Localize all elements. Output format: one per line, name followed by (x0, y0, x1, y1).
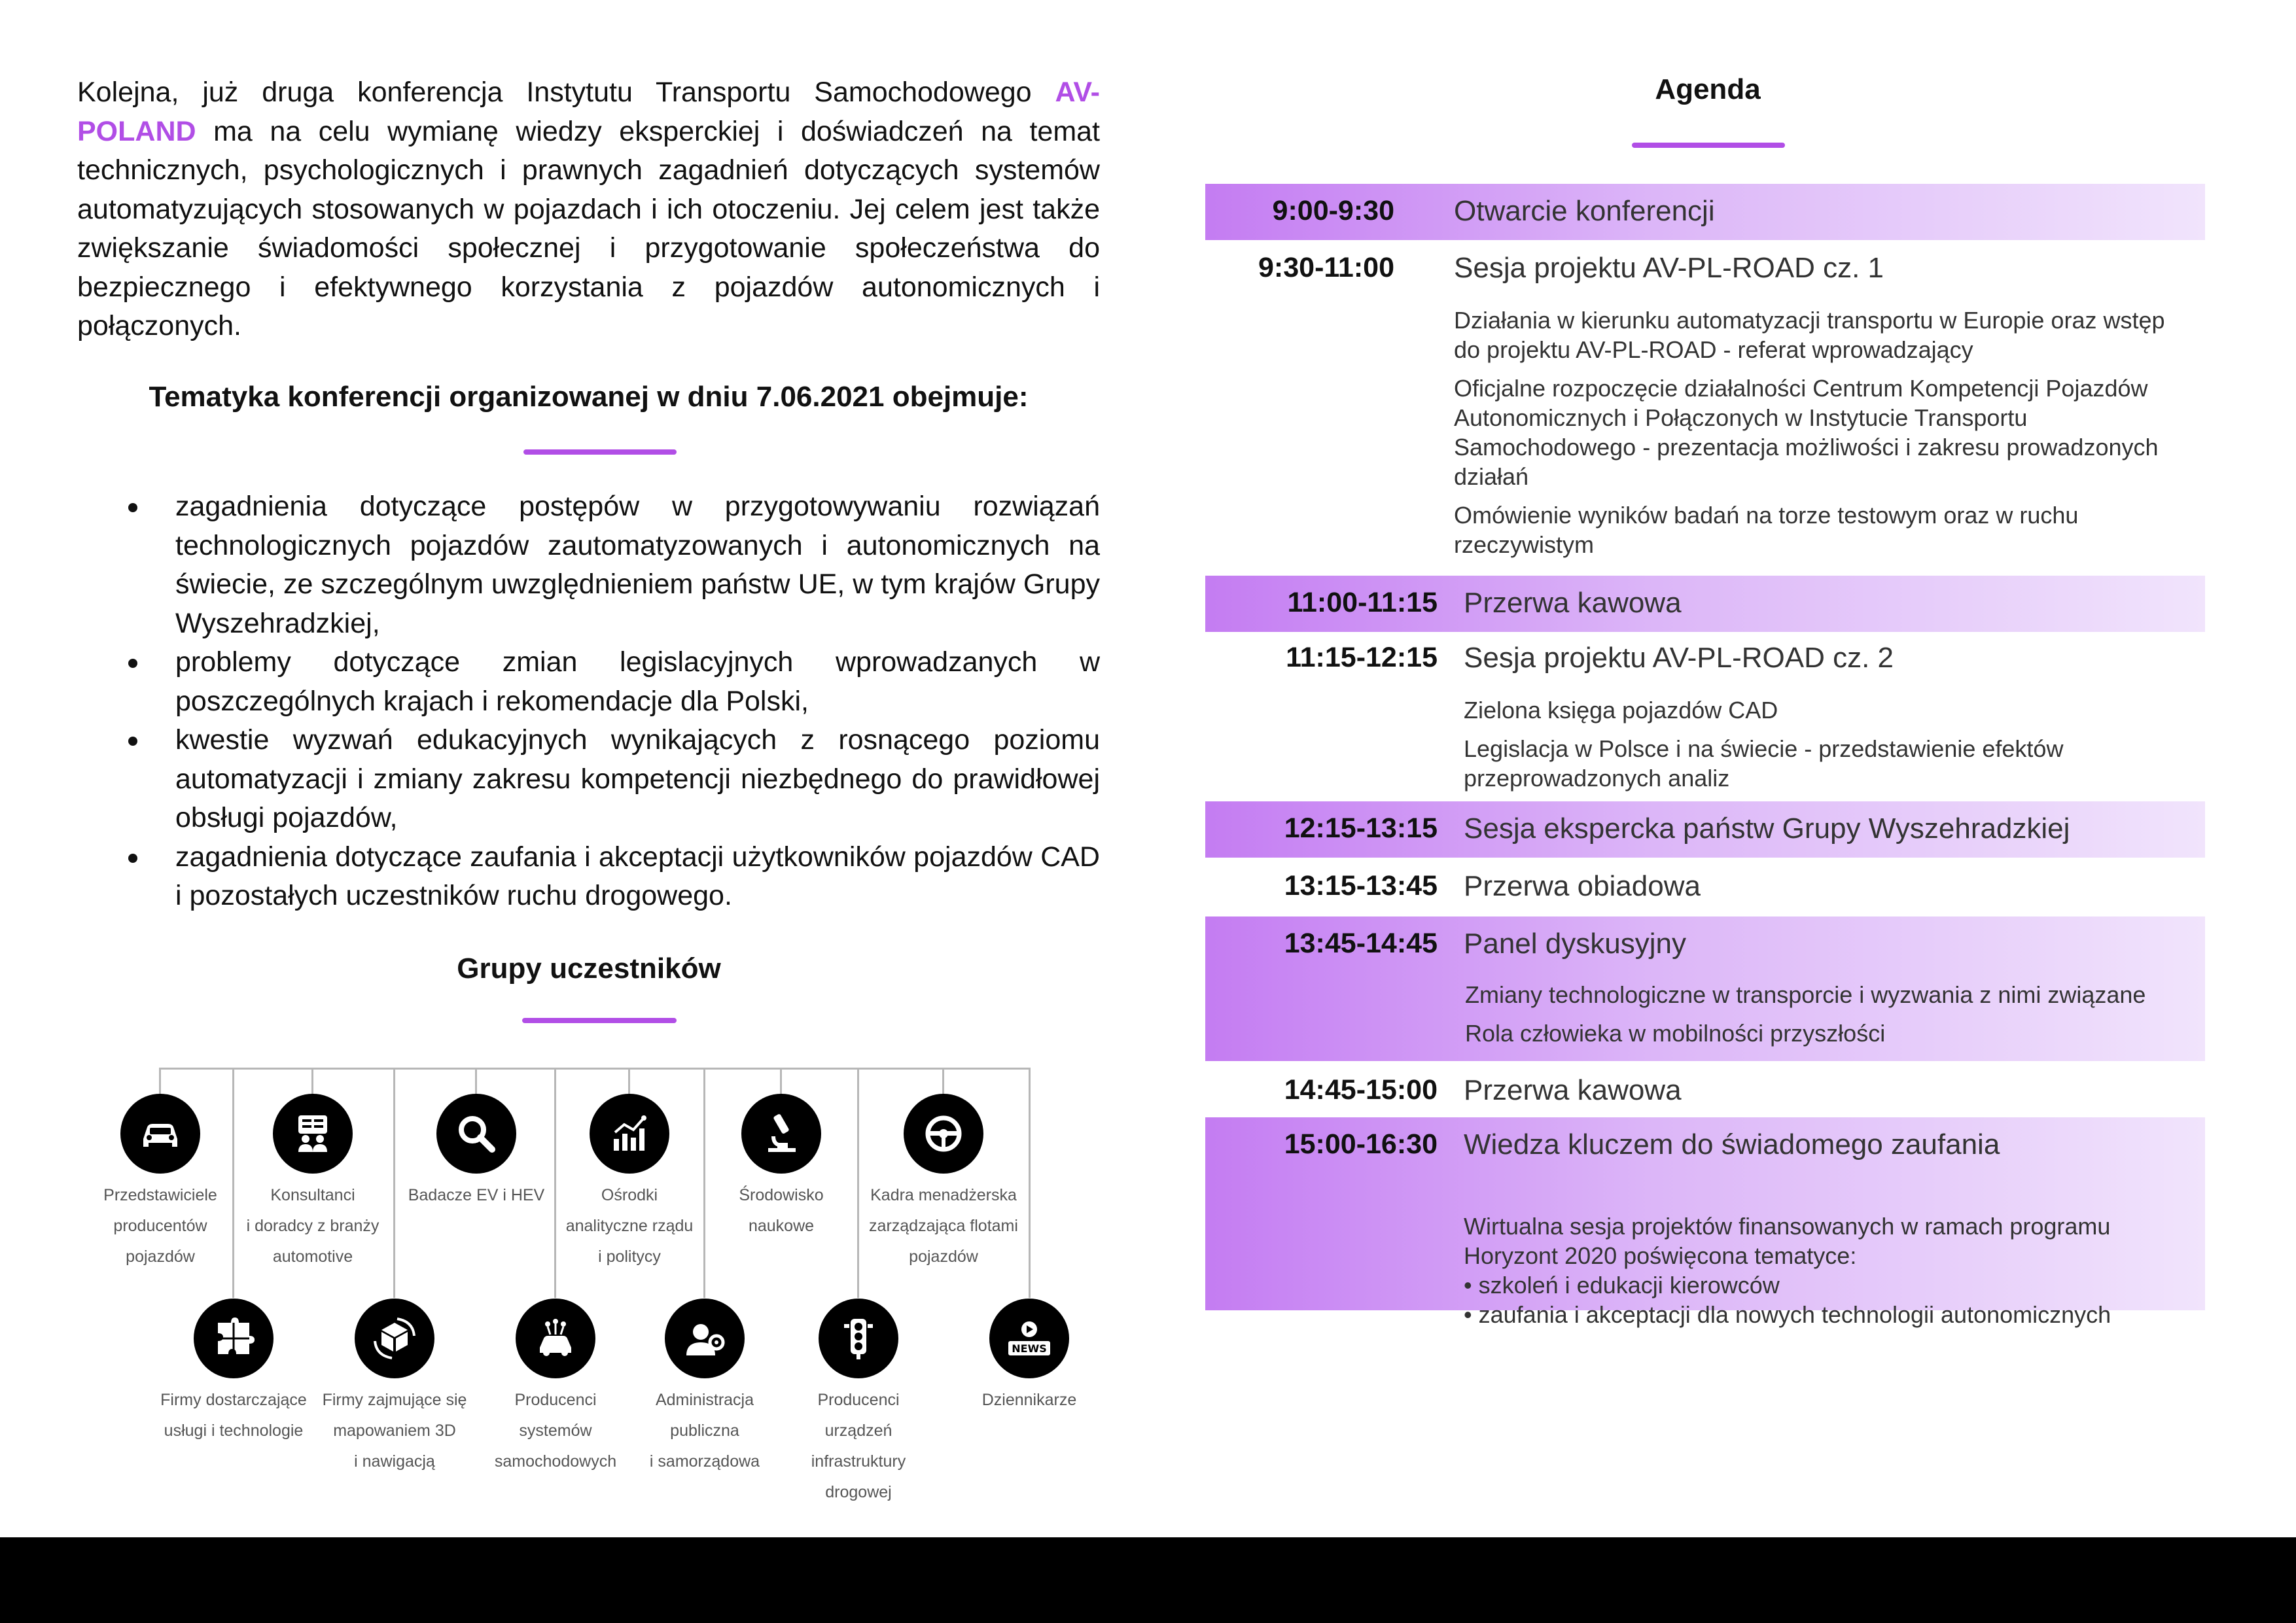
agenda-desc-line: Wirtualna sesja projektów finansowanych w ramach programu Horyzont 2020 poświęcona tematyce: • szkoleń i edukacji kierowców • zaufania i akceptacji dla nowych technologii autonomicznych (1464, 1213, 2111, 1328)
group-label: Producenci urządzeń infrastruktury drogowej (811, 1391, 906, 1501)
group-label: Administracja publiczna i samorządowa (649, 1391, 760, 1471)
group-service-tech-companies (158, 1299, 309, 1446)
group-label: Kadra menadżerska zarządzająca flotami pojazdów (869, 1186, 1018, 1266)
consultants-icon (273, 1094, 353, 1174)
news-icon (989, 1299, 1069, 1378)
group-label: Ośrodki analityczne rządu i politycy (565, 1186, 694, 1266)
agenda-desc-line: Legislacja w Polsce i na świecie - przedstawienie efektów przeprowadzonych analiz (1464, 735, 2064, 792)
intro-before: Kolejna, już druga konferencja Instytutu Transportu Samochodowego (77, 77, 1055, 108)
diagram-connector (1029, 1068, 1031, 1298)
group-label: Przedstawiciele producentów pojazdów (103, 1186, 217, 1266)
agenda-desc-line: Omówienie wyników badań na torze testowym oraz w ruchu rzeczywistym (1454, 502, 2079, 558)
group-label: Dziennikarze (981, 1391, 1077, 1409)
group-automotive-systems (480, 1299, 631, 1477)
agenda-time: 12:15-13:15 (1284, 812, 1438, 844)
participant-groups-diagram (98, 1066, 1080, 1501)
agenda-title: Sesja projektu AV-PL-ROAD cz. 2 (1464, 642, 1894, 674)
group-scientific-community (706, 1094, 857, 1242)
microscope-icon (741, 1094, 821, 1174)
agenda-heading: Agenda (1655, 73, 1761, 105)
group-label: Badacze EV i HEV (408, 1186, 545, 1204)
agenda-time: 14:45-15:00 (1284, 1074, 1438, 1106)
group-vehicle-manufacturers (85, 1094, 236, 1272)
agenda-title: Panel dyskusyjny (1464, 928, 1686, 960)
agenda-time: 9:00-9:30 (1272, 195, 1394, 226)
agenda-desc-line: Zielona księga pojazdów CAD (1464, 697, 1778, 724)
groups-heading: Grupy uczestników (457, 952, 721, 985)
agenda-desc-line: Działania w kierunku automatyzacji transportu w Europie oraz wstęp do projektu AV-PL-ROAD - referat wprowadzający (1454, 307, 2165, 363)
diagram-connector (475, 1068, 477, 1094)
traffic-light-icon (819, 1299, 898, 1378)
group-label: Firmy zajmujące się mapowaniem 3D i nawigacją (322, 1391, 467, 1471)
group-public-administration (629, 1299, 780, 1477)
groups-heading-underline (522, 1018, 677, 1023)
diagram-connector (857, 1068, 859, 1298)
analytics-chart-icon (590, 1094, 669, 1174)
agenda-description (1454, 305, 2193, 568)
puzzle-icon (194, 1299, 274, 1378)
av-poland-highlight: AV-POLAND (77, 77, 1100, 147)
group-label: Producenci systemów samochodowych (494, 1391, 617, 1471)
3d-cube-icon (355, 1299, 434, 1378)
svg-text:NEWS: NEWS (1012, 1342, 1047, 1355)
group-government-analysts (554, 1094, 705, 1272)
agenda-description (1465, 980, 2191, 1057)
agenda-time: 9:30-11:00 (1258, 252, 1394, 283)
diagram-top-line (159, 1068, 1029, 1070)
intro-paragraph (77, 73, 1100, 346)
group-ev-hev-researchers (401, 1094, 552, 1211)
agenda-time: 11:00-11:15 (1287, 587, 1438, 618)
diagram-connector (780, 1068, 782, 1094)
agenda-time: 13:15-13:45 (1284, 870, 1438, 901)
agenda-desc-line: Oficjalne rozpoczęcie działalności Centrum Kompetencji Pojazdów Autonomicznych i Połączonych w Instytucie Transportu Samochodowego - prezentacja możliwości i zakresu prowadzonych działań (1454, 375, 2159, 490)
agenda-title: Przerwa kawowa (1464, 587, 1682, 619)
agenda-title: Sesja ekspercka państw Grupy Wyszehradzkiej (1464, 812, 2070, 845)
group-label: Firmy dostarczające usługi i technologie (160, 1391, 307, 1440)
agenda-time: 15:00-16:30 (1284, 1128, 1438, 1160)
magnifier-icon (436, 1094, 516, 1174)
agenda-title: Przerwa obiadowa (1464, 870, 1701, 902)
agenda-description (1464, 695, 2203, 802)
bottom-black-bar (0, 1537, 2296, 1623)
group-road-infrastructure (783, 1299, 934, 1508)
topic-item: kwestie wyzwań edukacyjnych wynikających z rosnącego poziomu automatyzacji i zmiany zakresu kompetencji niezbędnego do prawidłowej obsługi pojazdów, (98, 721, 1100, 838)
connected-car-icon (516, 1299, 595, 1378)
group-consultants (238, 1094, 388, 1272)
group-3d-mapping-companies (319, 1299, 470, 1477)
diagram-connector (311, 1068, 313, 1094)
topic-item: zagadnienia dotyczące zaufania i akceptacji użytkowników pojazdów CAD i pozostałych uczestników ruchu drogowego. (98, 838, 1100, 916)
admin-gears-icon (665, 1299, 745, 1378)
agenda-heading-underline (1632, 143, 1785, 148)
topic-item: zagadnienia dotyczące postępów w przygotowywaniu rozwiązań technologicznych pojazdów zautomatyzowanych i autonomicznych na świecie, ze szczególnym uwzględnieniem państw UE, w tym krajów Grupy Wyszehradzkiej, (98, 487, 1100, 643)
agenda-desc-line: Rola człowieka w mobilności przyszłości (1465, 1020, 1886, 1047)
diagram-connector (393, 1068, 395, 1298)
agenda-title: Otwarcie konferencji (1454, 195, 1715, 227)
diagram-connector (628, 1068, 630, 1094)
agenda-title: Przerwa kawowa (1464, 1074, 1682, 1106)
steering-wheel-icon (904, 1094, 983, 1174)
agenda-time: 11:15-12:15 (1286, 642, 1438, 673)
group-fleet-managers (868, 1094, 1019, 1272)
group-label: Konsultanci i doradcy z branży automotive (246, 1186, 380, 1266)
agenda-desc-line: Zmiany technologiczne w transporcie i wyzwania z nimi związane (1465, 981, 2146, 1008)
group-journalists (954, 1299, 1104, 1416)
agenda-time: 13:45-14:45 (1284, 928, 1438, 959)
agenda-title: Wiedza kluczem do świadomego zaufania (1464, 1128, 2000, 1161)
diagram-connector (942, 1068, 944, 1094)
topics-heading-underline (523, 449, 677, 455)
topic-item: problemy dotyczące zmian legislacyjnych wprowadzanych w poszczególnych krajach i rekomendacje dla Polski, (98, 643, 1100, 721)
agenda-title: Sesja projektu AV-PL-ROAD cz. 1 (1454, 252, 1884, 284)
topics-list (98, 487, 1100, 916)
group-label: Środowisko naukowe (739, 1186, 824, 1235)
diagram-connector (159, 1068, 161, 1094)
intro-after: ma na celu wymianę wiedzy eksperckiej i doświadczeń na temat technicznych, psychologicznych i prawnych zagadnień dotyczących systemów automatyzujących stosowanych w pojazdach i ich otoczeniu. Jej celem jest także zwiększanie świadomości społecznej i przygotowanie społeczeństwa do bezpiecznego i efektywnego korzystania z pojazdów autonomicznych i połączonych. (77, 115, 1100, 341)
topics-heading: Tematyka konferencji organizowanej w dniu 7.06.2021 obejmuje: (149, 381, 1029, 413)
agenda-description (1464, 1182, 2203, 1368)
car-icon (120, 1094, 200, 1174)
